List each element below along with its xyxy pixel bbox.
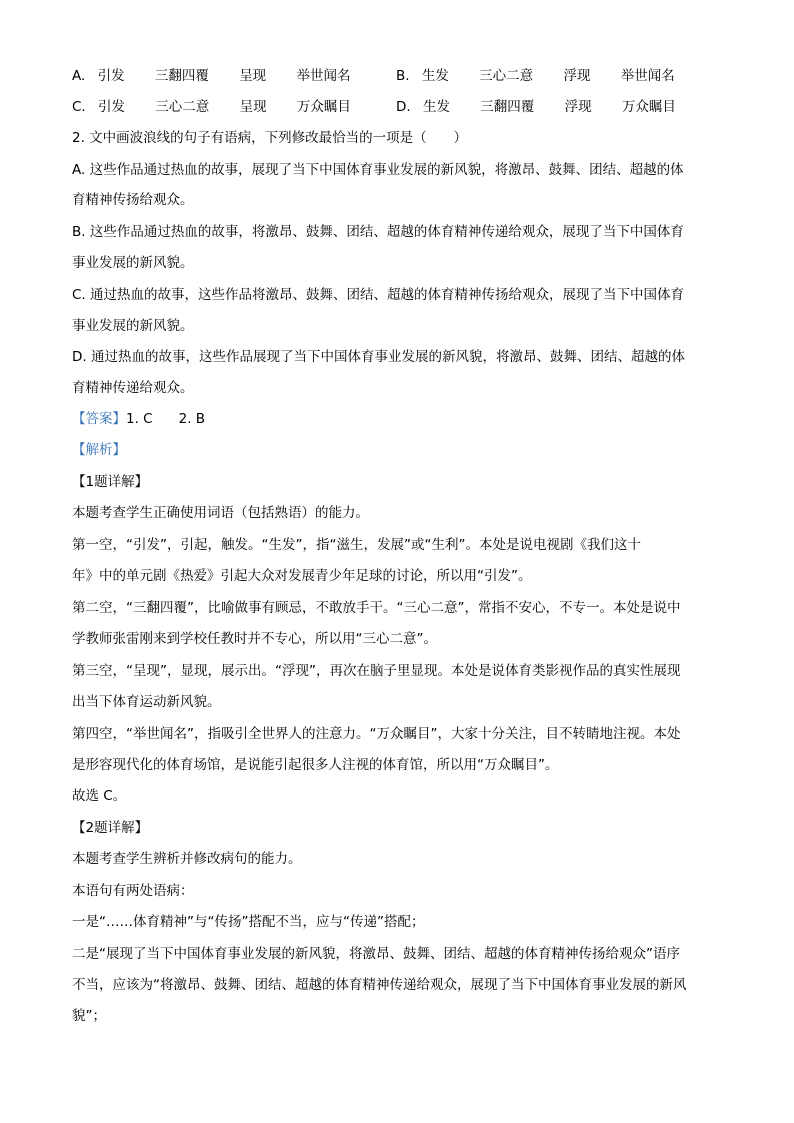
option-d-q1 [396,97,676,117]
option-word: 举世闻名 [620,68,675,84]
option-word: 呈现 [239,68,267,84]
option-word: 三翻四覆 [480,99,535,115]
detail-2-line: 二是“展现了当下中国体育事业发展的新风貌，将激昂、鼓舞、团结、超越的体育精神传扬给观众”语序 [72,946,680,962]
question-2-stem: 2. 文中画波浪线的句子有语病，下列修改最恰当的一项是（ ） [72,130,468,146]
q2-option-c-line2: 事业发展的新风貌。 [72,318,194,334]
option-word: 生发 [421,68,449,84]
option-word: 三心二意 [479,68,534,84]
option-label: D. [396,99,411,115]
detail-2-title: 【2题详解】 [72,820,149,836]
option-word: 引发 [97,68,125,84]
q2-option-a-line2: 育精神传扬给观众。 [72,192,194,208]
answer-2: 2. B [178,411,206,427]
q2-option-d-line1: D. 通过热血的故事，这些作品展现了当下中国体育事业发展的新风貌，将激昂、鼓舞、团结、超越的体 [72,349,685,365]
answer-tag: 【答案】 [72,411,126,427]
detail-1-line: 第四空，“举世闻名”，指吸引全世界人的注意力。“万众瞩目”，大家十分关注，目不转睛地注视。本处 [72,726,681,742]
q2-option-d-line2: 育精神传递给观众。 [72,380,194,396]
option-a-q1 [72,66,350,86]
detail-2-line: 貌”； [72,1008,106,1024]
detail-1-conclusion: 故选 C。 [72,788,127,804]
answer-1: 1. C [126,411,153,427]
option-word: 万众瞩目 [621,99,676,115]
option-word: 万众瞩目 [296,99,351,115]
detail-1-line: 第二空，“三翻四覆”，比喻做事有顾忌，不敢放手干。“三心二意”，常指不安心，不专一。本处是说中 [72,600,681,616]
detail-1-line: 年》中的单元剧《热爱》引起大众对发展青少年足球的讨论，所以用“引发”。 [72,568,532,584]
option-b-q1 [396,66,675,86]
detail-2-line: 本语句有两处语病： [72,883,194,899]
option-word: 呈现 [239,99,267,115]
q2-option-b-line1: B. 这些作品通过热血的故事，将激昂、鼓舞、团结、超越的体育精神传递给观众，展现了当下中国体育 [72,224,684,240]
option-label: B. [396,68,410,84]
option-word: 浮现 [563,68,591,84]
option-label: A. [72,68,86,84]
option-word: 生发 [422,99,450,115]
analysis-tag: 【解析】 [72,442,126,458]
detail-1-line: 出当下体育运动新风貌。 [72,694,221,710]
option-word: 浮现 [564,99,592,115]
option-word: 三翻四覆 [154,68,209,84]
detail-1-line: 第一空，“引发”，引起，触发。“生发”，指“滋生，发展”或“生利”。本处是说电视剧《我们这十 [72,537,641,553]
detail-1-line: 第三空，“呈现”，显现，展示出。“浮现”，再次在脑子里显现。本处是说体育类影视作品的真实性展现 [72,663,681,679]
option-word: 引发 [98,99,126,115]
detail-1-line: 是形容现代化的体育场馆，是说能引起很多人注视的体育馆，所以用“万众瞩目”。 [72,757,559,773]
option-word: 举世闻名 [296,68,351,84]
option-c-q1 [72,97,351,117]
detail-1-title: 【1题详解】 [72,474,149,490]
option-label: C. [72,99,86,115]
answer-line [72,409,205,429]
q2-option-c-line1: C. 通过热血的故事，这些作品将激昂、鼓舞、团结、超越的体育精神传扬给观众，展现了当下中国体育 [72,287,685,303]
option-word: 三心二意 [155,99,210,115]
detail-1-line: 学教师张雷刚来到学校任教时并不专心，所以用“三心二意”。 [72,631,437,647]
detail-1-line: 本题考查学生正确使用词语（包括熟语）的能力。 [72,505,369,521]
detail-2-line: 一是“……体育精神”与“传扬”搭配不当，应与“传递”搭配； [72,914,425,930]
q2-option-b-line2: 事业发展的新风貌。 [72,255,194,271]
detail-2-line: 不当，应该为“将激昂、鼓舞、团结、超越的体育精神传递给观众，展现了当下中国体育事业发展的新风 [72,977,687,993]
detail-2-line: 本题考查学生辨析并修改病句的能力。 [72,851,302,867]
q2-option-a-line1: A. 这些作品通过热血的故事，展现了当下中国体育事业发展的新风貌，将激昂、鼓舞、团结、超越的体 [72,162,684,178]
